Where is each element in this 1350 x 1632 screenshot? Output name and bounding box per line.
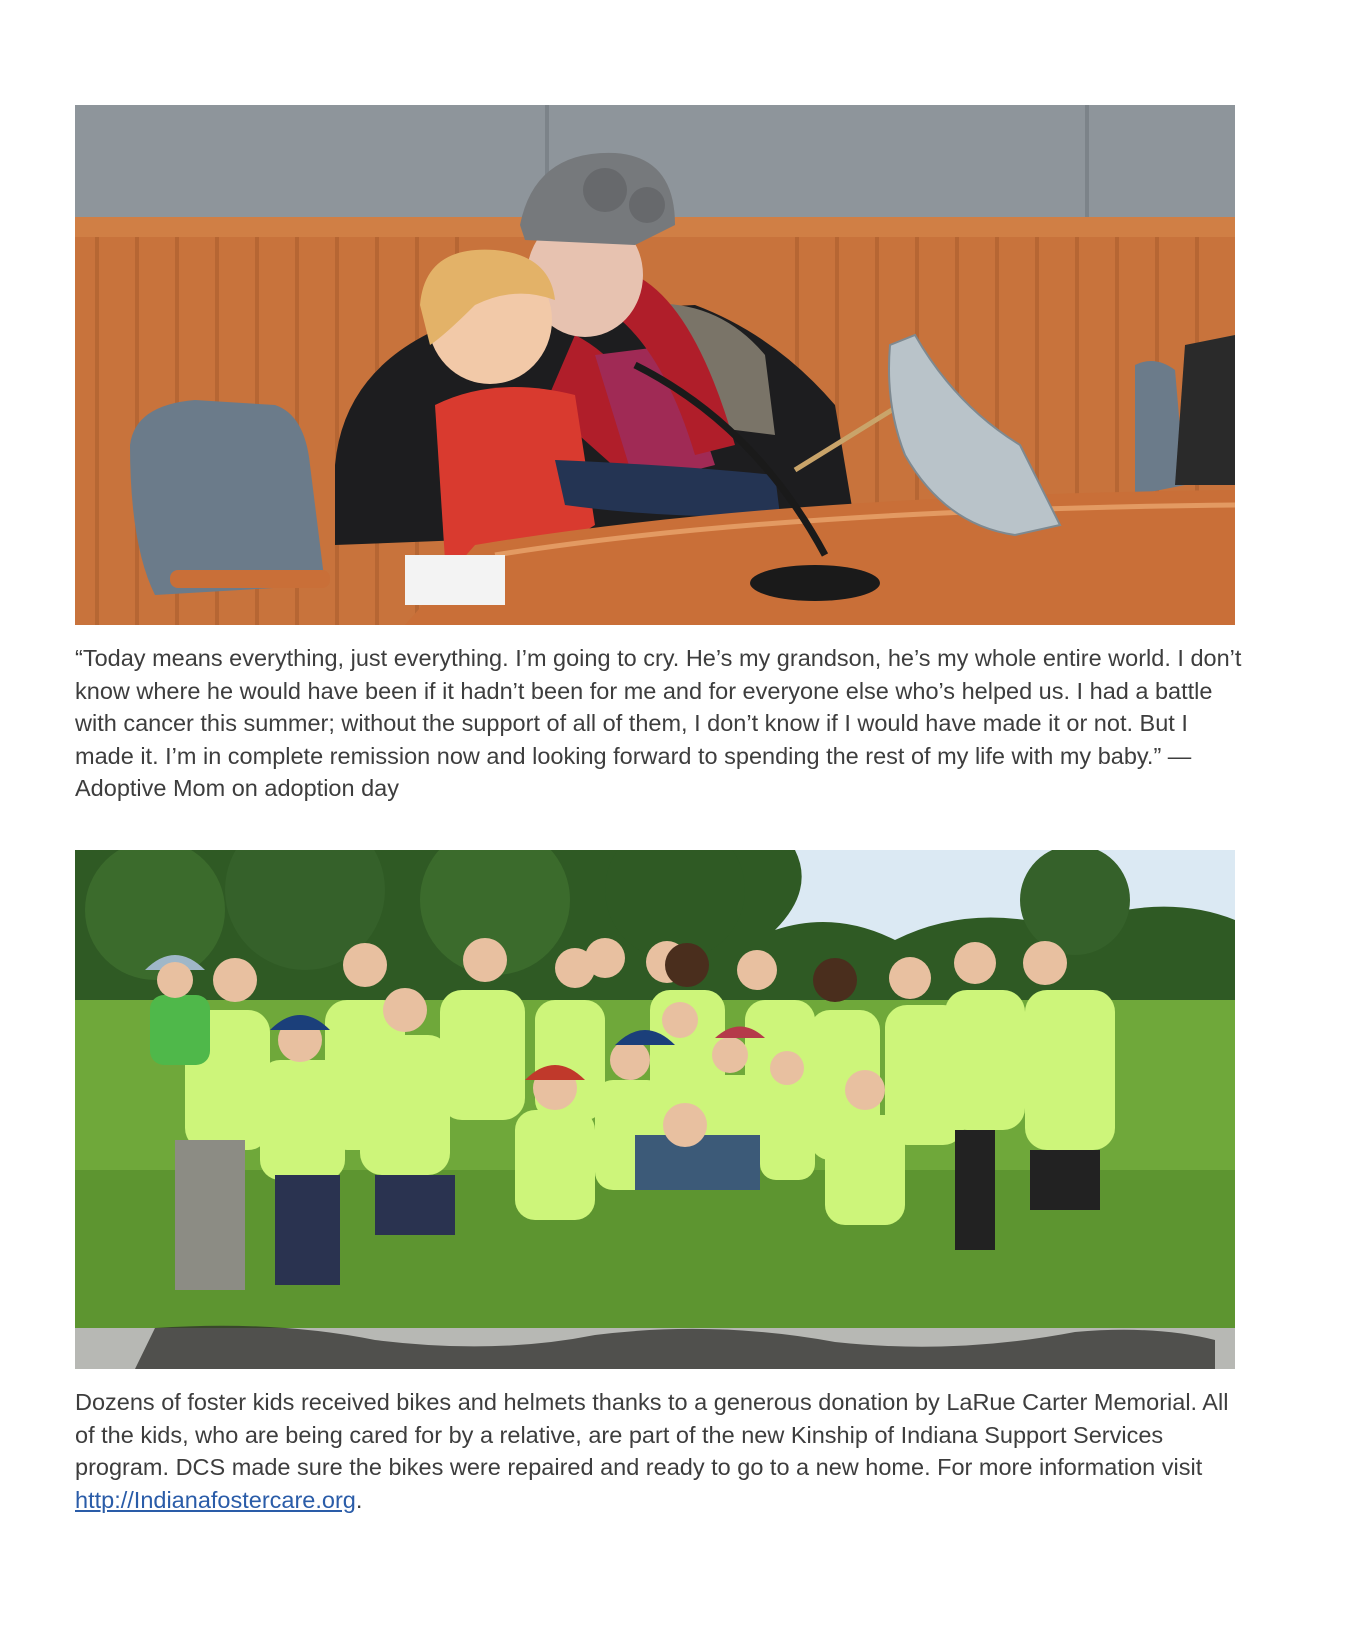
- caption-period: .: [355, 1486, 363, 1513]
- adoption-quote-caption: “Today means everything, just everything. I’m going to cry. He’s my grandson, he’s my whole entire world. I don’t know where he would have been if it hadn’t been for me and for everyone else who’s helped us. I had a battle with cancer this summer; without the support of all of them, I don’t know if I would have made it or not. But I made it. I’m in complete remission now and looking forward to spending the rest of my life with my baby.” —Adoptive Mom on adoption day: [75, 645, 1242, 801]
- bikes-donation-text: Dozens of foster kids received bikes and helmets thanks to a generous donation by LaRue Carter Memorial. All of the kids, who are being cared for by a relative, are part of the new Kinship of Indiana Support Services program. DCS made sure the bikes were repaired and ready to go to a new home. For more information visit: [75, 1389, 1229, 1480]
- bikes-donation-caption: [75, 1386, 1245, 1516]
- adoption-photo: [75, 105, 1235, 625]
- group-photo: [75, 850, 1235, 1369]
- adoption-photo-illustration: [75, 105, 1235, 625]
- group-photo-illustration: [75, 850, 1235, 1369]
- indianafostercare-link[interactable]: http://Indianafostercare.org: [75, 1486, 356, 1513]
